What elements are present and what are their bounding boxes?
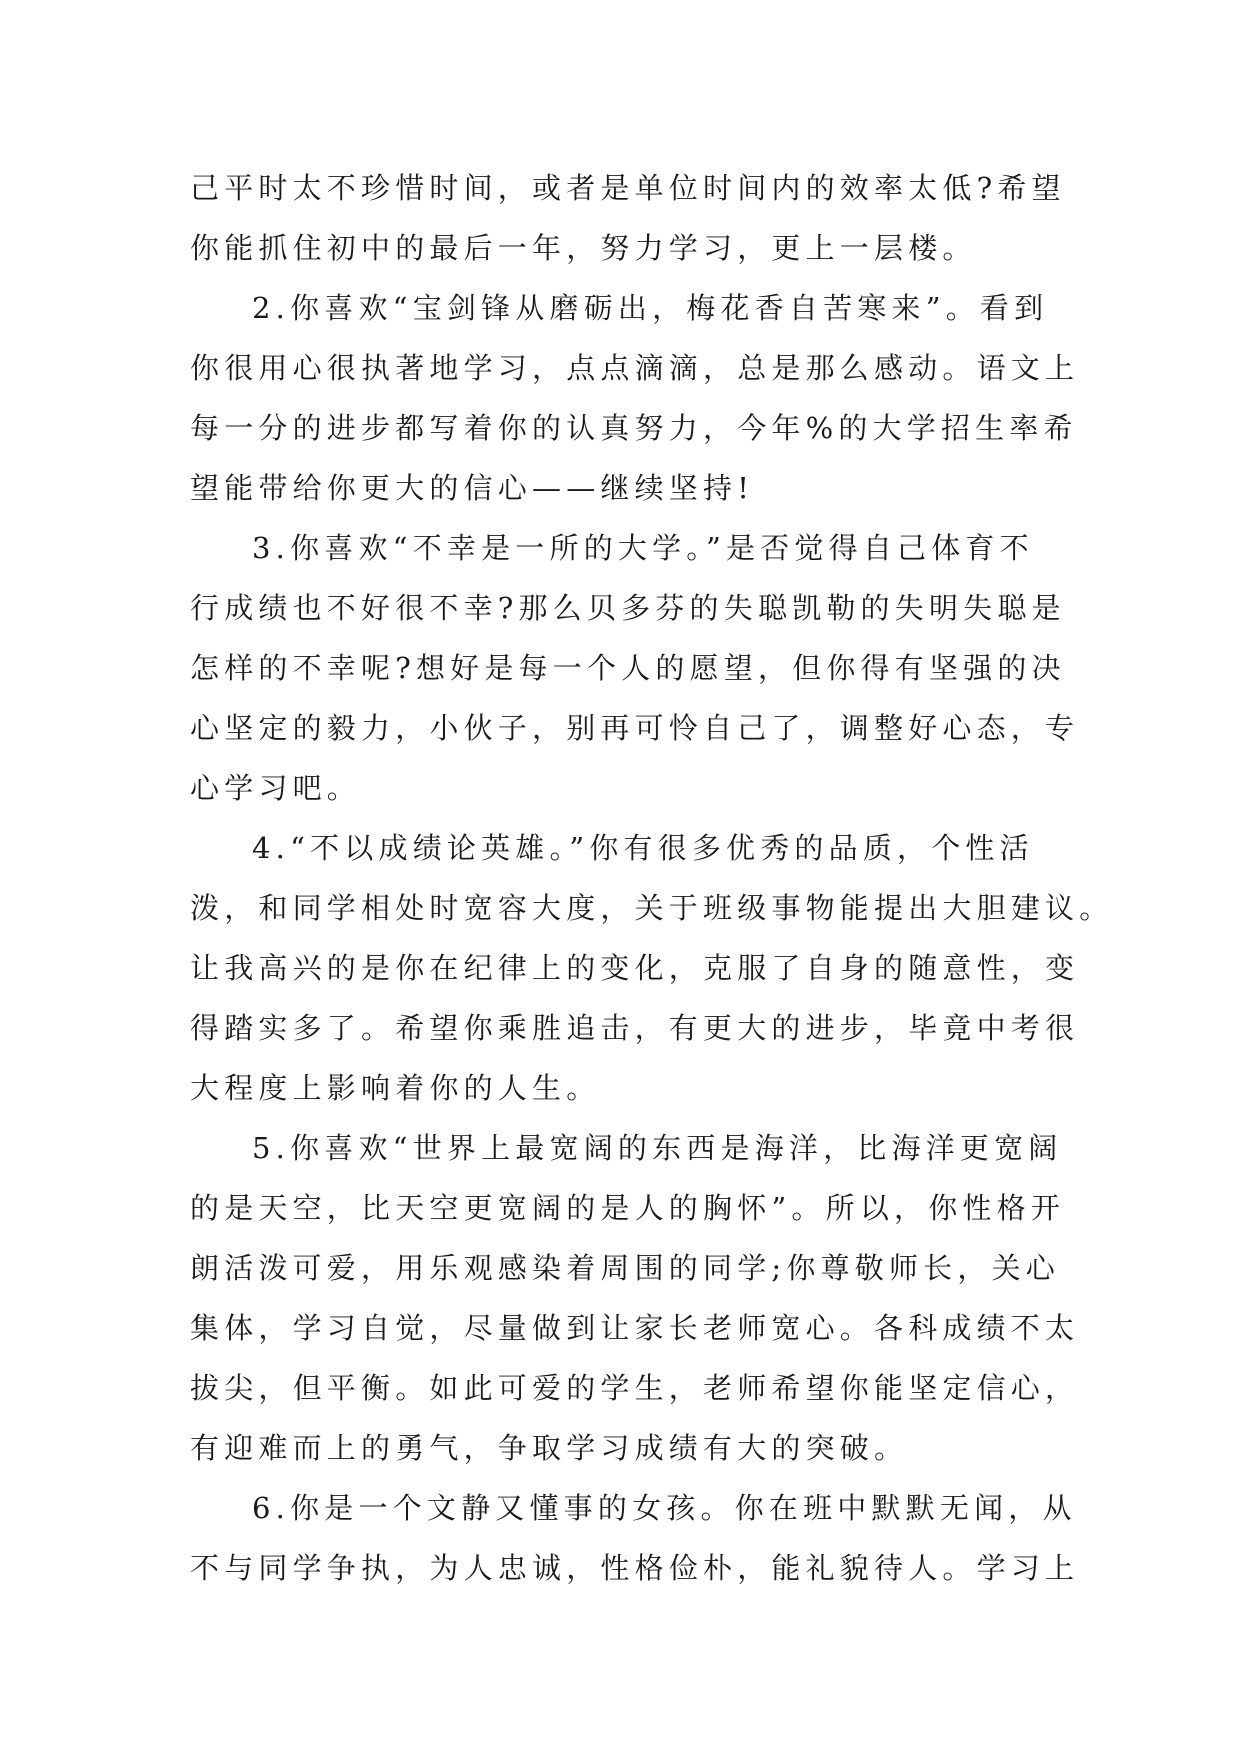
paragraph-first-line: 4.“不以成绩论英雄。”你有很多优秀的品质，个性活	[252, 831, 1034, 865]
paragraph-first-line: 3.你喜欢“不幸是一所的大学。”是否觉得自己体育不	[252, 531, 1034, 565]
text-line: 朗活泼可爱，用乐观感染着周围的同学;你尊敬师长，关心	[190, 1251, 1060, 1285]
text-line: 心坚定的毅力，小伙子，别再可怜自己了，调整好心态，专	[190, 711, 1080, 745]
text-line: 望能带给你更大的信心——继续坚持!	[190, 471, 755, 505]
paragraph-first-line: 6.你是一个文静又懂事的女孩。你在班中默默无闻，从	[252, 1491, 1077, 1525]
text-line: 得踏实多了。希望你乘胜追击，有更大的进步，毕竟中考很	[190, 1011, 1080, 1045]
text-line: 你很用心很执著地学习，点点滴滴，总是那么感动。语文上	[190, 351, 1080, 385]
text-line: 拔尖，但平衡。如此可爱的学生，老师希望你能坚定信心，	[190, 1371, 1080, 1405]
text-line: 每一分的进步都写着你的认真努力，今年%的大学招生率希	[190, 411, 1078, 445]
text-line: 你能抓住初中的最后一年，努力学习，更上一层楼。	[190, 231, 977, 265]
text-line: 泼，和同学相处时宽容大度，关于班级事物能提出大胆建议。	[190, 891, 1114, 925]
text-line: 有迎难而上的勇气，争取学习成绩有大的突破。	[190, 1431, 909, 1465]
text-line: 己平时太不珍惜时间，或者是单位时间内的效率太低?希望	[190, 171, 1066, 205]
text-line: 集体，学习自觉，尽量做到让家长老师宽心。各科成绩不太	[190, 1311, 1080, 1345]
text-line: 心学习吧。	[190, 771, 362, 805]
text-line: 不与同学争执，为人忠诚，性格俭朴，能礼貌待人。学习上	[190, 1551, 1080, 1585]
text-line: 怎样的不幸呢?想好是每一个人的愿望，但你得有坚强的决	[190, 651, 1066, 685]
text-line: 的是天空，比天空更宽阔的是人的胸怀”。所以，你性格开	[190, 1191, 1066, 1225]
body-text	[190, 158, 1114, 1598]
paragraph-first-line: 5.你喜欢“世界上最宽阔的东西是海洋，比海洋更宽阔	[252, 1131, 1063, 1165]
paragraph-first-line: 2.你喜欢“宝剑锋从磨砺出，梅花香自苦寒来”。看到	[252, 291, 1049, 325]
text-line: 让我高兴的是你在纪律上的变化，克服了自身的随意性，变	[190, 951, 1080, 985]
text-line: 大程度上影响着你的人生。	[190, 1071, 601, 1105]
text-line: 行成绩也不好很不幸?那么贝多芬的失聪凯勒的失明失聪是	[190, 591, 1066, 625]
